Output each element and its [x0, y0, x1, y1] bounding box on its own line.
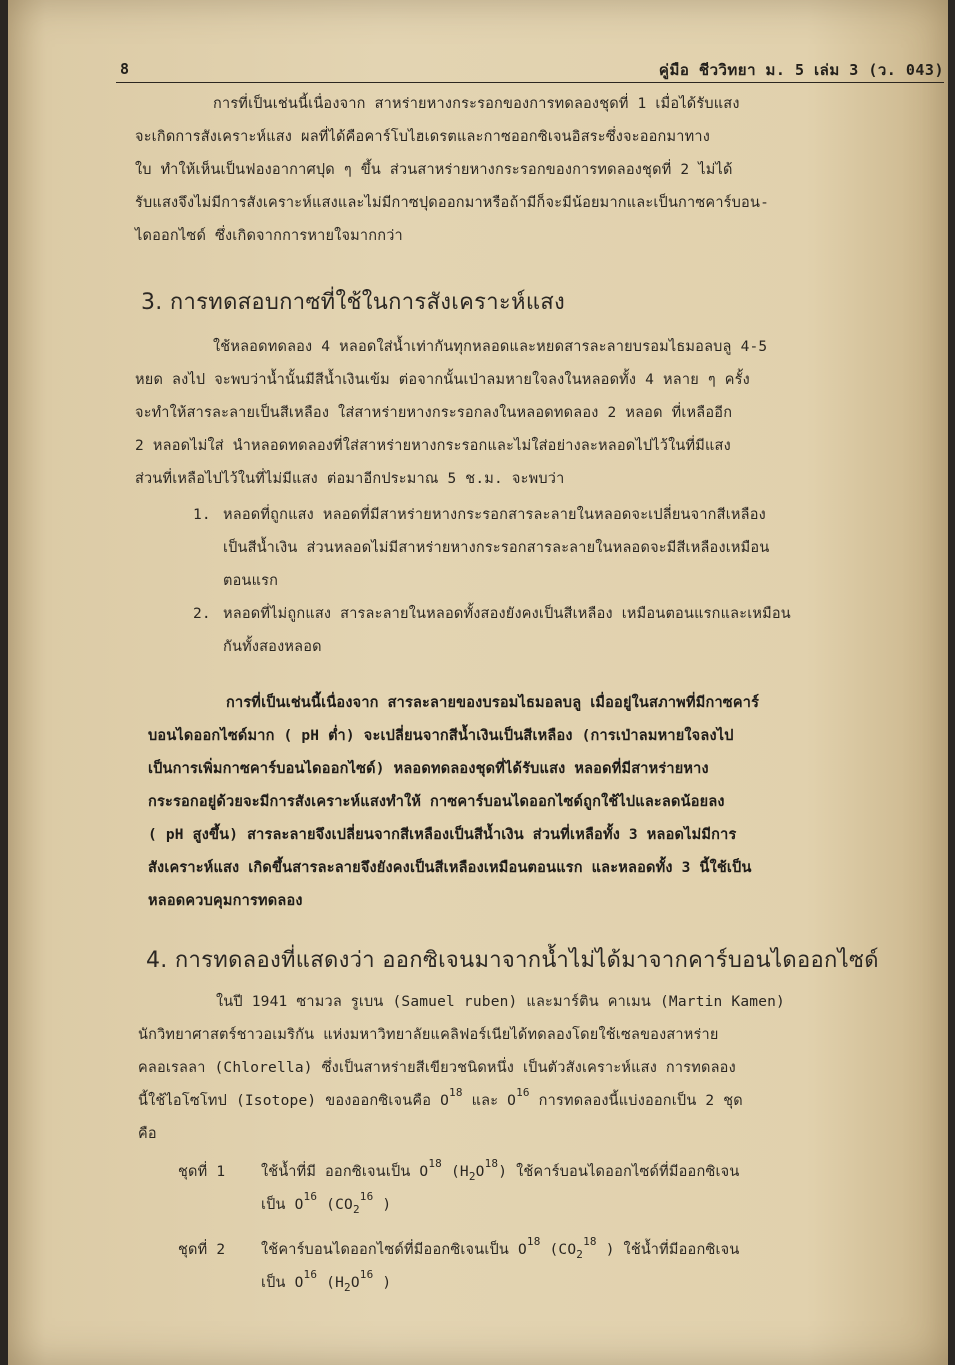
text-line: การที่เป็นเช่นนี้เนื่องจาก สาหร่ายหางกระรอกของการทดลองชุดที่ 1 เมื่อได้รับแสง — [213, 96, 740, 112]
text-line: เป็นการเพิ่มกาซคาร์บอนไดออกไซด์) หลอดทดลองชุดที่ได้รับแสง หลอดที่มีสาหร่ายหาง — [148, 761, 709, 777]
paragraph-3 — [148, 687, 948, 918]
subscript: 2 — [344, 1281, 351, 1294]
document-page — [8, 0, 948, 1365]
superscript: 16 — [359, 1190, 374, 1203]
text-fragment: การทดลองนี้แบ่งออกเป็น 2 ชุด — [529, 1093, 743, 1109]
text-line: คือ — [138, 1126, 157, 1142]
superscript: 16 — [303, 1190, 318, 1203]
text-line: ใช้หลอดทดลอง 4 หลอดใส่น้ำเท่ากันทุกหลอดและหยดสารละลายบรอมไธมอลบลู 4-5 — [213, 339, 768, 355]
text-line: จะทำให้สารละลายเป็นสีเหลือง ใส่สาหร่ายหางกระรอกลงในหลอดทดลอง 2 หลอด ที่เหลืออีก — [135, 405, 733, 421]
text-line: หลอดควบคุมการทดลอง — [148, 893, 303, 909]
text-fragment: O — [350, 1275, 360, 1291]
list-number: 1. — [193, 507, 211, 523]
paragraph-2 — [135, 331, 947, 496]
text-fragment: ) — [373, 1197, 392, 1213]
page-header — [116, 56, 944, 83]
superscript: 16 — [303, 1268, 318, 1281]
text-line: คลอเรลลา (Chlorella) ซึ่งเป็นสาหร่ายสีเขียวชนิดหนึ่ง เป็นตัวสังเคราะห์แสง การทดลอง — [138, 1060, 736, 1076]
text-fragment: (H — [317, 1275, 344, 1291]
text-line: กระรอกอยู่ด้วยจะมีการสังเคราะห์แสงทำให้ กาซคาร์บอนไดออกไซด์ถูกใช้ไปและลดน้อยลง — [148, 794, 725, 810]
experiment-2-label: ชุดที่ 2 — [178, 1242, 226, 1258]
paragraph-1 — [135, 88, 947, 253]
page-number: 8 — [120, 60, 130, 78]
text-fragment: ) ใช้น้ำที่มีออกซิเจน — [596, 1242, 740, 1258]
text-line-isotope — [138, 1085, 950, 1118]
superscript: 16 — [516, 1086, 530, 1099]
superscript: 18 — [449, 1086, 463, 1099]
superscript: 18 — [583, 1235, 597, 1248]
text-line: บอนไดออกไซด์มาก ( pH ต่ำ) จะเปลี่ยนจากสีน้ำเงินเป็นสีเหลือง (การเป่าลมหายใจลงไป — [148, 728, 734, 744]
header-title: คู่มือ ชีววิทยา ม. 5 เล่ม 3 (ว. 043) — [658, 61, 944, 79]
paragraph-4 — [138, 986, 950, 1151]
text-line: ( pH สูงขึ้น) สารละลายจึงเปลี่ยนจากสีเหลืองเป็นสีน้ำเงิน ส่วนที่เหลือทั้ง 3 หลอดไม่มีการ — [148, 827, 737, 843]
text-fragment: (CO — [317, 1197, 353, 1213]
text-line — [261, 1156, 941, 1189]
text-fragment: เป็น O — [261, 1275, 304, 1291]
text-line: ไดออกไซด์ ซึ่งเกิดจากการหายใจมากกว่า — [135, 228, 403, 244]
superscript: 16 — [359, 1268, 374, 1281]
experiment-2-body — [261, 1234, 941, 1300]
text-line: 2 หลอดไม่ใส่ นำหลอดทดลองที่ใส่สาหร่ายหางกระรอกและไม่ใส่อย่างละหลอดไปไว้ในที่มีแสง — [135, 438, 731, 454]
text-fragment: O — [475, 1164, 485, 1180]
text-fragment: ใช้น้ำที่มี ออกซิเจนเป็น O — [261, 1164, 429, 1180]
text-line: จะเกิดการสังเคราะห์แสง ผลที่ได้คือคาร์โบไฮเดรตและกาซออกซิเจนอิสระซึ่งจะออกมาทาง — [135, 129, 711, 145]
text-fragment: ) — [373, 1275, 392, 1291]
subscript: 2 — [352, 1203, 360, 1216]
text-line: ส่วนที่เหลือไปไว้ในที่ไม่มีแสง ต่อมาอีกประมาณ 5 ช.ม. จะพบว่า — [135, 471, 565, 487]
superscript: 18 — [526, 1235, 541, 1248]
text-line: การที่เป็นเช่นนี้เนื่องจาก สารละลายของบรอมไธมอลบลู เมื่ออยู่ในสภาพที่มีกาซคาร์ — [226, 695, 760, 711]
superscript: 18 — [428, 1157, 443, 1170]
text-line: นักวิทยาศาสตร์ชาวอเมริกัน แห่งมหาวิทยาลัยแคลิฟอร์เนียได้ทดลองโดยใช้เซลของสาหร่าย — [138, 1027, 719, 1043]
list-item-1 — [193, 499, 945, 598]
text-line: รับแสงจึงไม่มีการสังเคราะห์แสงและไม่มีกาซปุดออกมาหรือถ้ามีก็จะมีน้อยมากและเป็นกาซคาร์บอน- — [135, 195, 769, 211]
text-fragment: ) ใช้คาร์บอนไดออกไซด์ที่มีออกซิเจน — [498, 1164, 740, 1180]
text-fragment: นี้ใช้ไอโซโทป (Isotope) ของออกซิเจนคือ O — [138, 1093, 450, 1109]
text-line: ตอนแรก — [223, 573, 279, 589]
text-fragment: (H — [442, 1164, 469, 1180]
list-item-2 — [193, 598, 945, 664]
text-fragment: เป็น O — [261, 1197, 304, 1213]
subscript: 2 — [576, 1248, 584, 1261]
text-line — [261, 1267, 941, 1300]
text-line: ในปี 1941 ซามวล รูเบน (Samuel ruben) และมาร์ติน คาเมน (Martin Kamen) — [216, 994, 785, 1010]
text-fragment: (CO — [540, 1242, 577, 1258]
list-number: 2. — [193, 606, 211, 622]
section-heading-3: 3. การทดสอบกาซที่ใช้ในการสังเคราะห์แสง — [141, 290, 566, 315]
text-line: สังเคราะห์แสง เกิดขึ้นสารละลายจึงยังคงเป็นสีเหลืองเหมือนตอนแรก และหลอดทั้ง 3 นี้ใช้เป็น — [148, 860, 752, 876]
text-line: หลอดที่ไม่ถูกแสง สารละลายในหลอดทั้งสองยังคงเป็นสีเหลือง เหมือนตอนแรกและเหมือน — [223, 606, 791, 622]
text-fragment: ใช้คาร์บอนไดออกไซด์ที่มีออกซิเจนเป็น O — [261, 1242, 527, 1258]
text-line: ใบ ทำให้เห็นเป็นฟองอากาศปุด ๆ ขึ้น ส่วนสาหร่ายหางกระรอกของการทดลองชุดที่ 2 ไม่ได้ — [135, 162, 733, 178]
experiment-1-body — [261, 1156, 941, 1222]
text-line: กันทั้งสองหลอด — [223, 639, 322, 655]
text-line: เป็นสีน้ำเงิน ส่วนหลอดไม่มีสาหร่ายหางกระรอกสารละลายในหลอดจะมีสีเหลืองเหมือน — [223, 540, 770, 556]
experiment-1-label: ชุดที่ 1 — [178, 1164, 226, 1180]
subscript: 2 — [468, 1170, 476, 1183]
text-line — [261, 1189, 941, 1222]
section-heading-4: 4. การทดลองที่แสดงว่า ออกซิเจนมาจากน้ำไม่ได้มาจากคาร์บอนไดออกไซด์ — [146, 948, 879, 973]
text-line — [261, 1234, 941, 1267]
text-line: หยด ลงไป จะพบว่าน้ำนั้นมีสีน้ำเงินเข้ม ต่อจากนั้นเป่าลมหายใจลงในหลอดทั้ง 4 หลาย ๆ ครั้ง — [135, 372, 750, 388]
text-fragment: และ O — [462, 1093, 517, 1109]
superscript: 18 — [484, 1157, 499, 1170]
text-line: หลอดที่ถูกแสง หลอดที่มีสาหร่ายหางกระรอกสารละลายในหลอดจะเปลี่ยนจากสีเหลือง — [223, 507, 766, 523]
